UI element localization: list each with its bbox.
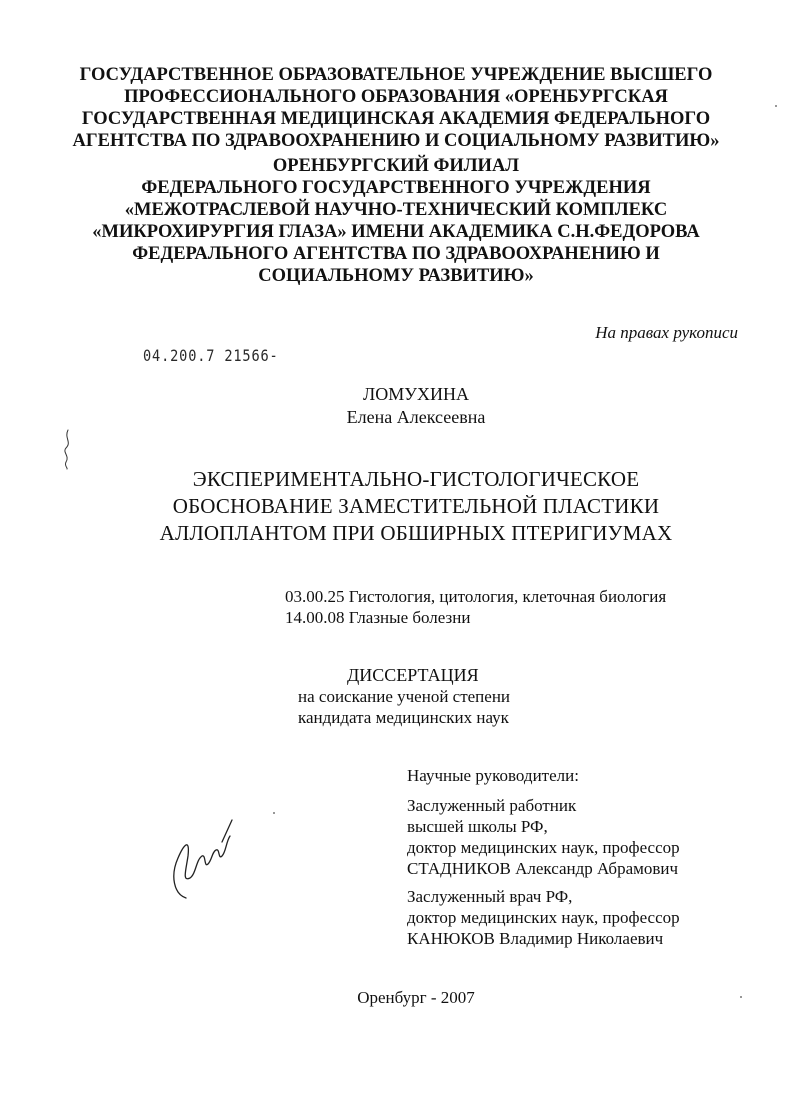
scan-speck [775, 105, 777, 107]
supervisor-1-line-2: высшей школы РФ, [407, 817, 548, 836]
manuscript-note: На правах рукописи [595, 323, 738, 342]
specialty-2: 14.00.08 Глазные болезни [285, 608, 471, 627]
thesis-title-line-3: АЛЛОПЛАНТОМ ПРИ ОБШИРНЫХ ПТЕРИГИУМАХ [159, 521, 673, 545]
branch-line-1: ОРЕНБУРГСКИЙ ФИЛИАЛ [272, 156, 520, 176]
margin-mark [58, 428, 78, 470]
supervisor-2-line-2: доктор медицинских наук, профессор [407, 908, 680, 927]
institution-line-3: ГОСУДАРСТВЕННАЯ МЕДИЦИНСКАЯ АКАДЕМИЯ ФЕДЕРАЛЬНОГО [81, 109, 711, 129]
branch-line-2: ФЕДЕРАЛЬНОГО ГОСУДАРСТВЕННОГО УЧРЕЖДЕНИЯ [141, 178, 651, 198]
institution-line-2: ПРОФЕССИОНАЛЬНОГО ОБРАЗОВАНИЯ «ОРЕНБУРГСКАЯ [124, 87, 668, 107]
branch-line-5: ФЕДЕРАЛЬНОГО АГЕНТСТВА ПО ЗДРАВООХРАНЕНИЮ И [132, 244, 660, 264]
branch-line-3: «МЕЖОТРАСЛЕВОЙ НАУЧНО-ТЕХНИЧЕСКИЙ КОМПЛЕКС [124, 200, 668, 220]
supervisor-1-line-3: доктор медицинских наук, профессор [407, 838, 680, 857]
scan-speck [273, 812, 275, 814]
supervisor-2-name: КАНЮКОВ Владимир Николаевич [407, 929, 664, 948]
author-surname: ЛОМУХИНА [363, 384, 469, 404]
registration-stamp: 04.200.7 21566- [143, 346, 279, 365]
degree-heading: ДИССЕРТАЦИЯ [347, 665, 479, 685]
supervisor-1-line-1: Заслуженный работник [407, 796, 577, 815]
specialty-1: 03.00.25 Гистология, цитология, клеточная биология [285, 587, 667, 606]
thesis-title-line-2: ОБОСНОВАНИЕ ЗАМЕСТИТЕЛЬНОЙ ПЛАСТИКИ [172, 494, 660, 518]
branch-line-6: СОЦИАЛЬНОМУ РАЗВИТИЮ» [258, 266, 534, 286]
signature-handwriting [160, 798, 240, 908]
supervisors-heading: Научные руководители: [407, 766, 579, 785]
author-given-names: Елена Алексеевна [346, 407, 486, 427]
supervisor-1-name: СТАДНИКОВ Александр Абрамович [407, 859, 679, 878]
degree-line-1: на соискание ученой степени [298, 687, 511, 706]
thesis-title-line-1: ЭКСПЕРИМЕНТАЛЬНО-ГИСТОЛОГИЧЕСКОЕ [192, 467, 640, 491]
supervisor-2-line-1: Заслуженный врач РФ, [407, 887, 573, 906]
institution-line-1: ГОСУДАРСТВЕННОЕ ОБРАЗОВАТЕЛЬНОЕ УЧРЕЖДЕНИЕ ВЫСШЕГО [79, 65, 713, 85]
scan-speck [740, 996, 742, 998]
degree-line-2: кандидата медицинских наук [298, 708, 509, 727]
branch-line-4: «МИКРОХИРУРГИЯ ГЛАЗА» ИМЕНИ АКАДЕМИКА С.Н.ФЕДОРОВА [92, 222, 700, 242]
institution-line-4: АГЕНТСТВА ПО ЗДРАВООХРАНЕНИЮ И СОЦИАЛЬНОМУ РАЗВИТИЮ» [72, 131, 720, 151]
place-year: Оренбург - 2007 [357, 988, 475, 1007]
